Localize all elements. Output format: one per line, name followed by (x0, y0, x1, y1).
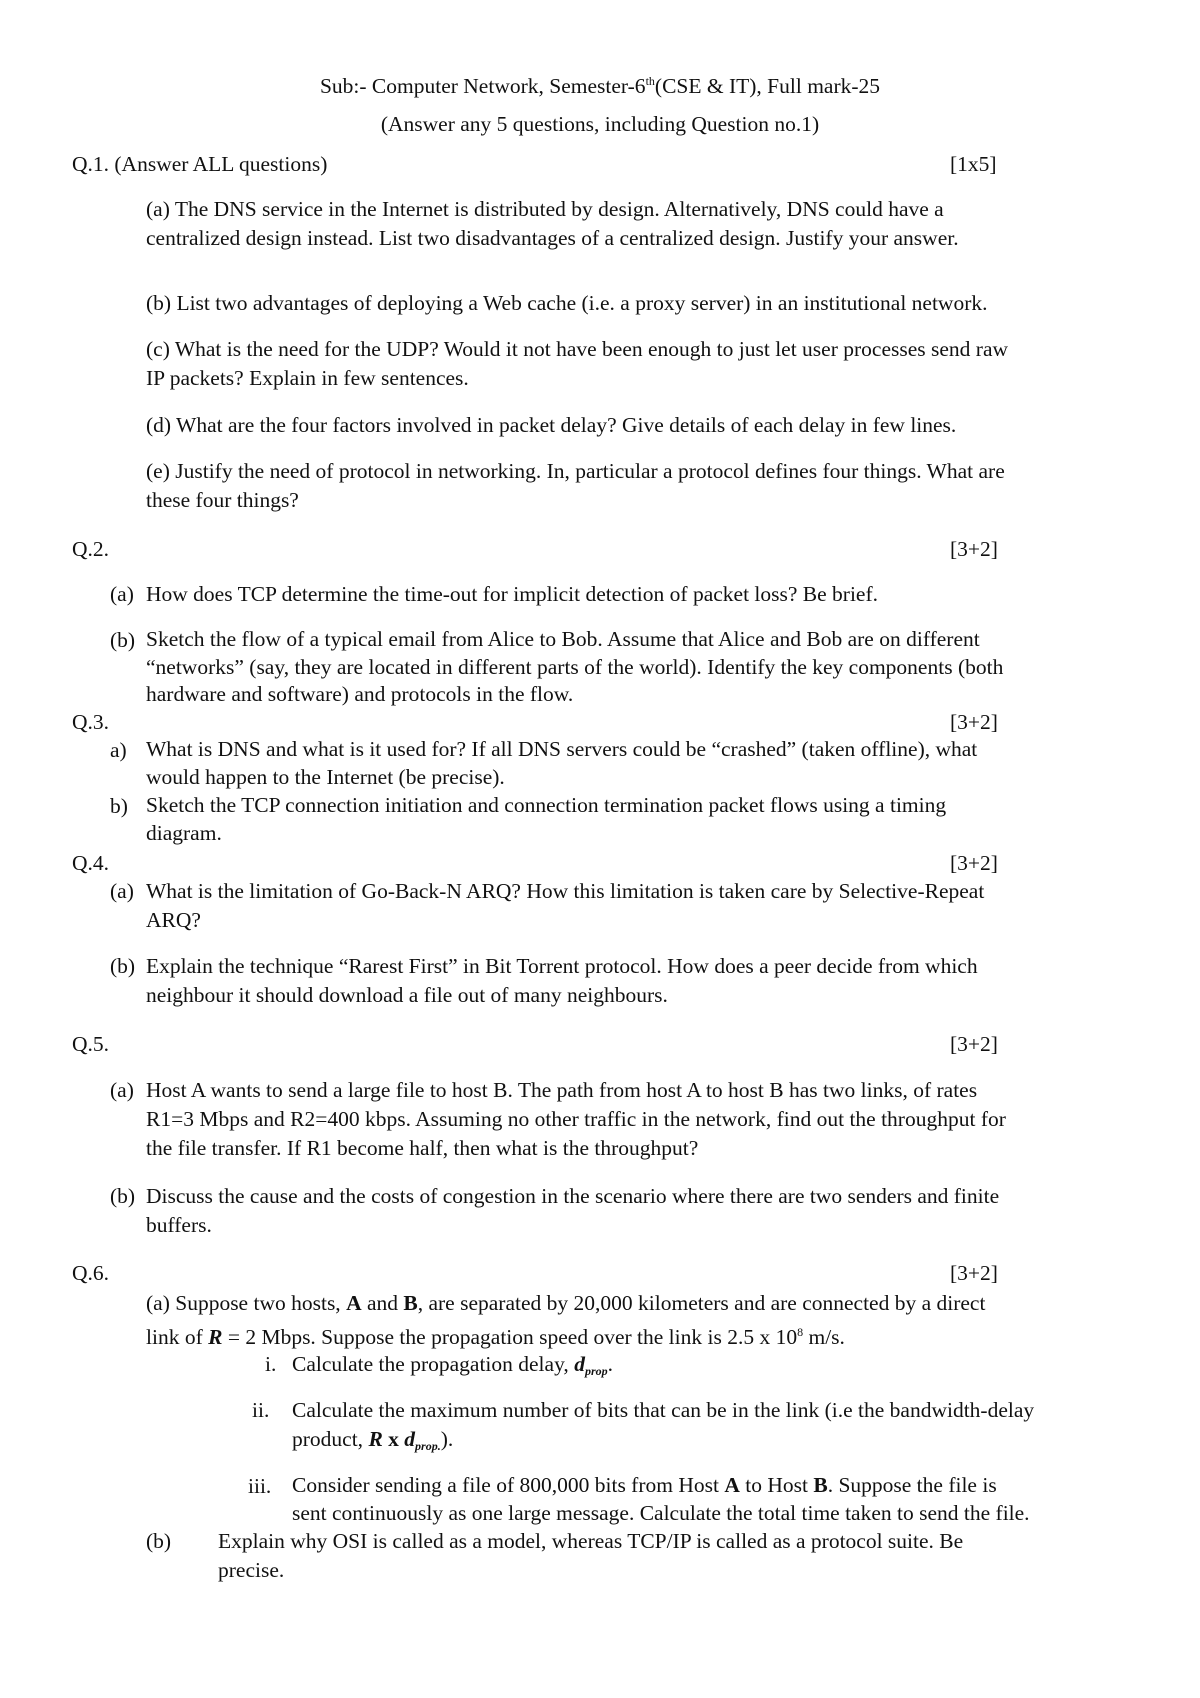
q3-b-label: b) (110, 794, 128, 818)
q6-b-label: (b) (146, 1529, 172, 1553)
q1-marks: [1x5] (950, 152, 997, 176)
q3-b: Sketch the TCP connection initiation and connection termination packet flows using a timing diagram. (146, 793, 947, 845)
q6-i-label: i. (265, 1352, 277, 1376)
q6-b: Explain why OSI is called as a model, whereas TCP/IP is called as a protocol suite. Be precise. (218, 1529, 964, 1582)
q2-heading: Q.2. (72, 537, 110, 561)
q2-b: Sketch the flow of a typical email from Alice to Bob. Assume that Alice and Bob are on different “networks” (say, they are located in different parts of the world). Identify the key components (both hardware and software) and protocols in the flow. (146, 627, 1004, 706)
q4-heading: Q.4. (72, 851, 110, 875)
q1-e: (e) Justify the need of protocol in networking. In, particular a protocol defines four things. What are these four things? (146, 459, 1005, 512)
q4-marks: [3+2] (950, 851, 998, 875)
q1-heading: Q.1. (Answer ALL questions) (72, 152, 328, 176)
q6-iii: Consider sending a file of 800,000 bits from Host A to Host B. Suppose the file is sent continuously as one large message. Calculate the total time taken to send the file. (292, 1473, 1030, 1525)
q5-b-label: (b) (110, 1184, 136, 1208)
q4-a: What is the limitation of Go-Back-N ARQ? How this limitation is taken care by Selective-Repeat ARQ? (146, 879, 985, 932)
q6-ii-label: ii. (252, 1398, 270, 1422)
q3-marks: [3+2] (950, 710, 998, 734)
q2-b-label: (b) (110, 628, 136, 652)
q4-a-label: (a) (110, 879, 134, 903)
q6-a: (a) Suppose two hosts, A and B, are separated by 20,000 kilometers and are connected by a direct link of R = 2 Mbps. Suppose the propagation speed over the link is 2.5 x $10^8$ m/s. (146, 1291, 986, 1350)
q6-heading: Q.6. (72, 1261, 110, 1285)
q4-b: Explain the technique “Rarest First” in Bit Torrent protocol. How does a peer decide from which neighbour it should download a file out of many neighbours. (146, 954, 978, 1007)
q6-ii: Calculate the maximum number of bits that can be in the link (i.e the bandwidth-delay product, R x dprop.). (292, 1398, 1035, 1453)
q4-b-label: (b) (110, 954, 136, 978)
q1-c: (c) What is the need for the UDP? Would it not have been enough to just let user processes send raw IP packets? Explain in few sentences. (146, 337, 1009, 390)
q5-marks: [3+2] (950, 1032, 998, 1056)
q1-d: (d) What are the four factors involved in packet delay? Give details of each delay in few lines. (146, 413, 957, 437)
q1-a: (a) The DNS service in the Internet is distributed by design. Alternatively, DNS could have a centralized design instead. List two disadvantages of a centralized design. Justify your answer. (146, 197, 959, 250)
q6-i: Calculate the propagation delay, dprop. (292, 1352, 613, 1378)
paper-instruction: (Answer any 5 questions, including Question no.1) (380, 112, 820, 136)
q3-a: What is DNS and what is it used for? If all DNS servers could be “crashed” (taken offline), what would happen to the Internet (be precise). (146, 737, 978, 789)
q2-marks: [3+2] (950, 537, 998, 561)
q2-a: How does TCP determine the time-out for implicit detection of packet loss? Be brief. (146, 582, 879, 606)
q3-a-label: a) (110, 738, 127, 762)
paper-title: Sub:- Computer Network, Semester-6th(CSE & IT), Full mark-25 (319, 74, 881, 99)
q6-iii-label: iii. (248, 1474, 272, 1498)
q5-a-label: (a) (110, 1078, 134, 1102)
q2-a-label: (a) (110, 582, 134, 606)
q5-a: Host A wants to send a large file to host B. The path from host A to host B has two links, of rates R1=3 Mbps and R2=400 kbps. Assuming no other traffic in the network, find out the throughput for the file transfer. If R1 become half, then what is the throughput? (146, 1078, 1006, 1160)
q6-marks: [3+2] (950, 1261, 998, 1285)
q5-b: Discuss the cause and the costs of congestion in the scenario where there are two senders and finite buffers. (146, 1184, 1000, 1237)
q1-b: (b) List two advantages of deploying a Web cache (i.e. a proxy server) in an institutional network. (146, 291, 988, 315)
q5-heading: Q.5. (72, 1032, 110, 1056)
q3-heading: Q.3. (72, 710, 110, 734)
